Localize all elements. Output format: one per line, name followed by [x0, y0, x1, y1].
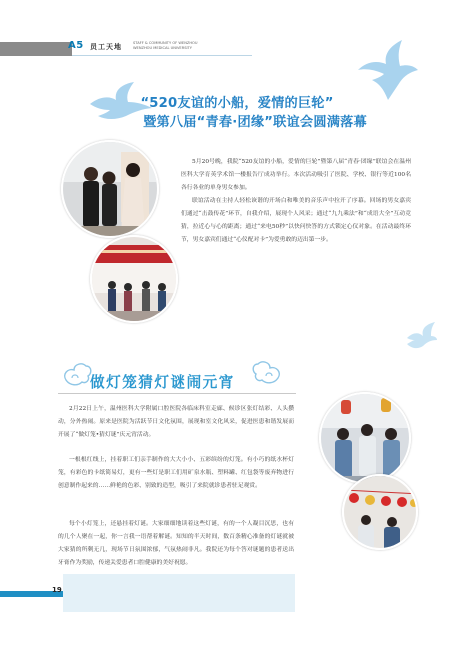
article2-title: 做灯笼猜灯谜闹元宵: [90, 374, 235, 391]
article1-paragraph: 5月20号晚，我院“520友谊的小船，爱情的巨轮”暨第八届“青春·团缘”联谊会在温州医科大学育英学术馆一楼报告厅成功举行。本次活动吸引了医院、学校、银行等近100名各行各业的单身男女参加。: [181, 159, 411, 191]
header-divider: [72, 55, 252, 56]
article1-photo-hosts: [61, 140, 159, 238]
article2-paragraph: 2月22日上午，温州医科大学附属口腔医院各临床科室走廊、候诊区张灯结彩、人头攒动，分外热闹。原来是医院为活跃节日文化氛围，展现和室文化风采，促进医患和谐发展而开展了“做灯笼•猜灯谜”庆元宵活动。: [58, 406, 294, 438]
cloud-ornament-right: [252, 358, 282, 386]
article1-title-line1: “520友谊的小船，爱情的巨轮”: [140, 96, 334, 111]
article2-divider: [58, 393, 296, 394]
section-label: A5: [68, 40, 84, 51]
footer-box: [63, 574, 295, 612]
article1-title-line2: 暨第八届“青春·团缘”联谊会圆满落幕: [143, 115, 367, 130]
article1-paragraph: 联谊活动在主持人轻松诙谐的开场白和唯美的音乐声中拉开了序幕。回场的男女嘉宾们通过“击鼓传花”环节，自我介绍，展现个人风采；通过“九九乘法”和“成语大全”互动竞猜，拉近心与心的距离；通过“来电50秒”以快问快答的方式锁定心仪对象。在活动最终环节，男女嘉宾们通过“心仪配对卡”为爱勇敢的迈出第一步。: [181, 198, 411, 243]
dove-icon-lower: [405, 322, 437, 350]
article2-paragraph: 每个小灯笼上，还悬挂着灯谜。大家细细地读着这些灯谜，有的一个人凝目沉思，也有的几个人聚在一起，你一言我一语帮着解谜。知知的半天时间，数百条精心准备的灯谜就被大家猜的所剩无几，现场节日氛围浓郁，气氛热闹非凡。我院还为每个答对谜题的患者送出牙膏作为奖励，传递关爱患者口腔健康的美好祝愿。: [58, 521, 294, 566]
article2-photo-staff: [319, 392, 411, 484]
article1-photo-crowd: [90, 235, 178, 323]
section-title: 员工天地: [90, 43, 122, 51]
header-bar: [0, 42, 72, 56]
page-number: 19: [52, 586, 62, 594]
cloud-ornament-left: [62, 360, 92, 388]
article2-photo-lanterns: [342, 474, 418, 550]
section-english: STAFF & COMMUNITY OF WENZHOU WENZHOU MEDICAL UNIVERSITY: [133, 41, 198, 50]
article2-paragraph: 一根根红线上，挂着职工们亲手制作的大大小小、五彩缤纷的灯笼。有小巧的纸水杯灯笼，有彩色的卡纸简易灯，更有一些灯是职工们用矿泉水瓶、塑料罐、红包袋等废弃物进行创意制作起来的……鲜艳的色彩、别致的造型，吸引了来院就诊患者驻足观赏。: [58, 457, 294, 489]
